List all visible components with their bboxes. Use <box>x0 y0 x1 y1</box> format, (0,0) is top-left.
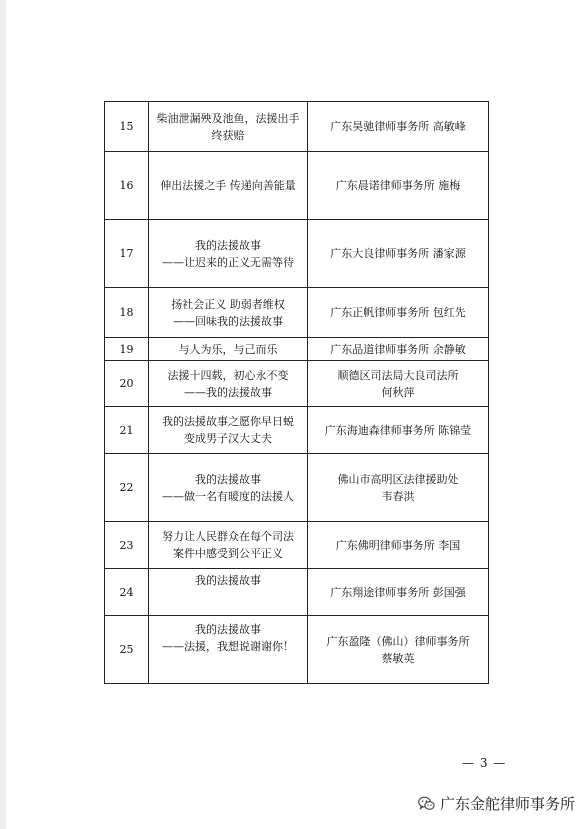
author-info: 广东盈隆（佛山）律师事务所 蔡敏英 <box>308 616 489 684</box>
table-row <box>105 407 489 454</box>
story-title: 伸出法援之手 传递向善能量 <box>149 152 308 220</box>
story-title: 扬社会正义 助弱者维权 ——回味我的法援故事 <box>149 288 308 338</box>
author-info: 顺德区司法局大良司法所 何秋萍 <box>308 361 489 407</box>
page-number: — 3 — <box>462 756 507 770</box>
story-title: 法援十四载，初心永不变 ——我的法援故事 <box>149 361 308 407</box>
author-info: 广东大良律师事务所 潘家源 <box>308 220 489 288</box>
table-row <box>105 454 489 522</box>
watermark-text: 广东金舵律师事务所 <box>440 795 576 813</box>
table-row <box>105 569 489 616</box>
award-list-table <box>104 101 489 684</box>
row-number: 23 <box>105 522 149 569</box>
table-row <box>105 288 489 338</box>
table-row <box>105 338 489 361</box>
story-title: 我的法援故事 ——让迟来的正义无需等待 <box>149 220 308 288</box>
row-number: 17 <box>105 220 149 288</box>
story-title: 与人为乐，与己而乐 <box>149 338 308 361</box>
author-info: 广东品道律师事务所 余静敏 <box>308 338 489 361</box>
author-info: 广东佛明律师事务所 李国 <box>308 522 489 569</box>
row-number: 15 <box>105 102 149 152</box>
row-number: 19 <box>105 338 149 361</box>
author-info: 广东正帆律师事务所 包红先 <box>308 288 489 338</box>
row-number: 25 <box>105 616 149 684</box>
row-number: 24 <box>105 569 149 616</box>
story-title: 柴油泄漏殃及池鱼，法援出手 终获赔 <box>149 102 308 152</box>
table-body <box>105 102 489 684</box>
table-row <box>105 220 489 288</box>
table-row <box>105 152 489 220</box>
story-title: 我的法援故事 <box>149 569 308 616</box>
author-info: 佛山市高明区法律援助处 韦春洪 <box>308 454 489 522</box>
row-number: 20 <box>105 361 149 407</box>
row-number: 21 <box>105 407 149 454</box>
wechat-watermark <box>418 793 575 814</box>
wechat-icon <box>418 796 435 811</box>
row-number: 22 <box>105 454 149 522</box>
table-row <box>105 102 489 152</box>
author-info: 广东昊驰律师事务所 高敏峰 <box>308 102 489 152</box>
table-row <box>105 361 489 407</box>
story-title: 我的法援故事之愿你早日蜕 变成男子汉大丈夫 <box>149 407 308 454</box>
author-info: 广东翔途律师事务所 彭国强 <box>308 569 489 616</box>
page-edge <box>0 0 6 829</box>
story-title: 我的法援故事 ——做一名有暖度的法援人 <box>149 454 308 522</box>
row-number: 18 <box>105 288 149 338</box>
row-number: 16 <box>105 152 149 220</box>
story-title: 我的法援故事 ——法援，我想说谢谢你！ <box>149 616 308 684</box>
story-title: 努力让人民群众在每个司法 案件中感受到公平正义 <box>149 522 308 569</box>
author-info: 广东海迪森律师事务所 陈锦莹 <box>308 407 489 454</box>
table-row <box>105 522 489 569</box>
author-info: 广东晨诺律师事务所 施梅 <box>308 152 489 220</box>
table-row <box>105 616 489 684</box>
